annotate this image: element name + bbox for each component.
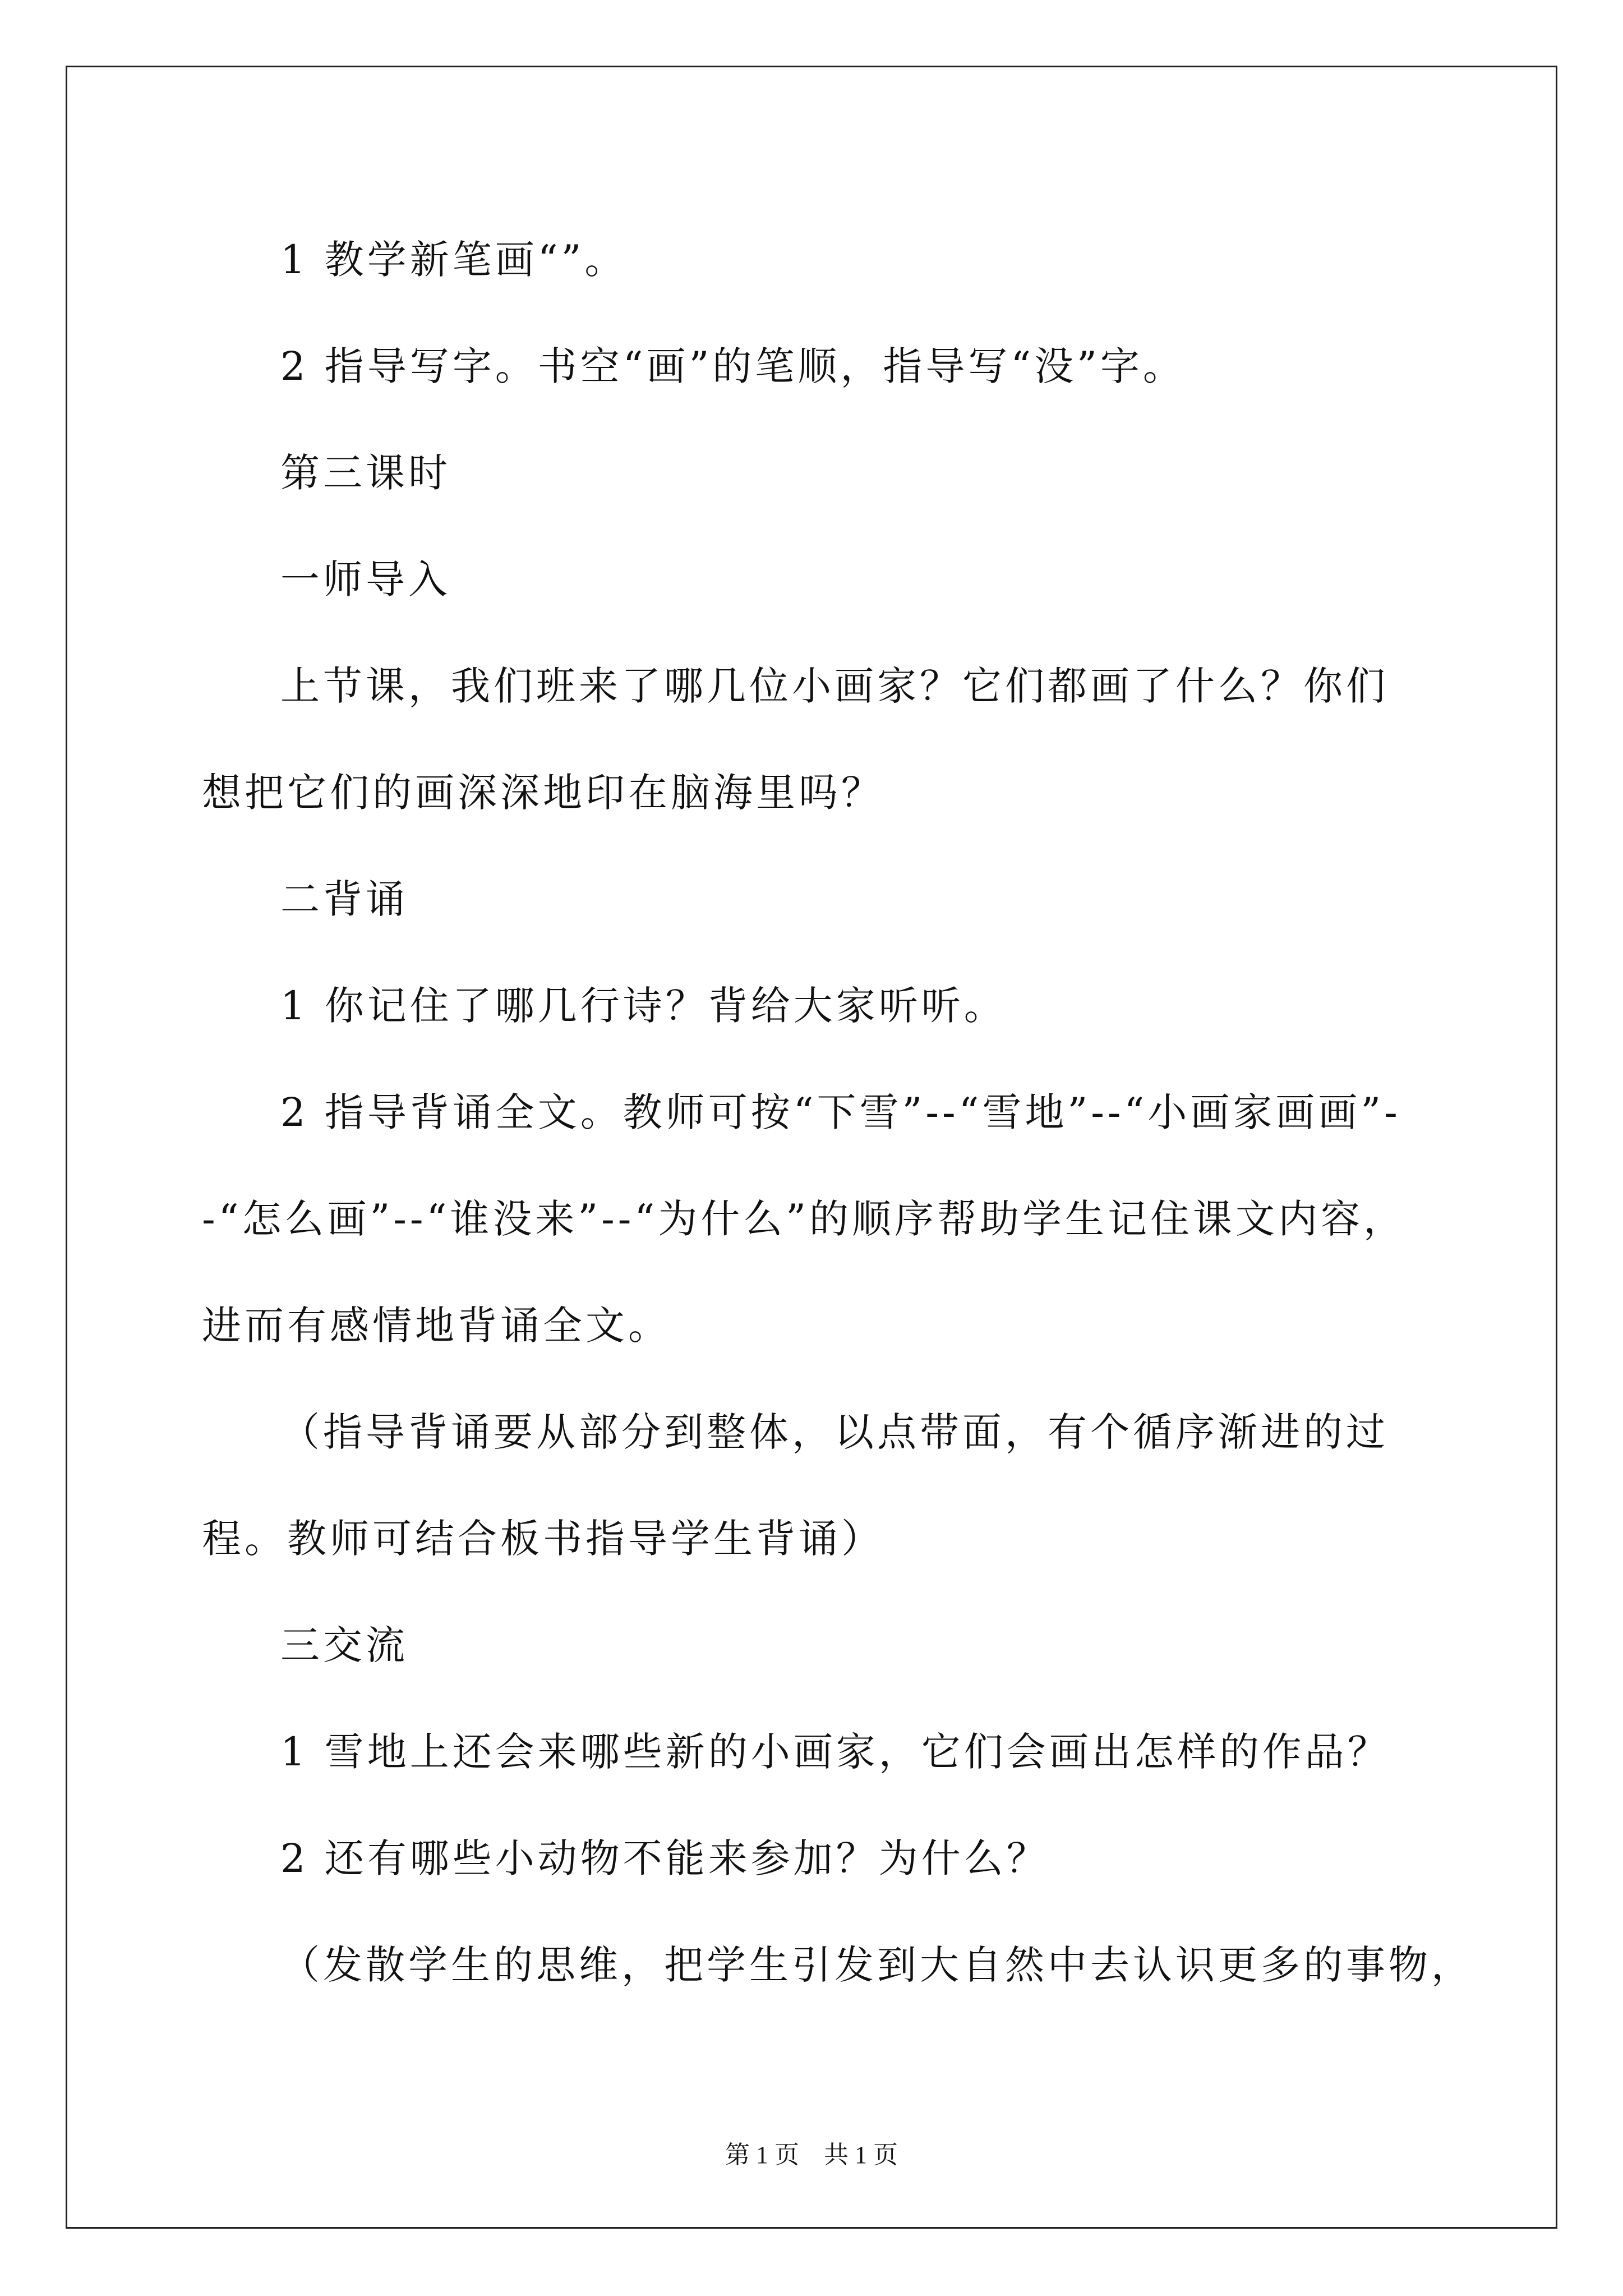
paragraph: 2 指导写字。书空“画”的笔顺，指导写“没”字。 xyxy=(280,343,1186,389)
page-number-footer: 第 1 页 共 1 页 xyxy=(725,2141,898,2169)
section-heading: 第三课时 xyxy=(280,450,451,496)
section-heading: 一师导入 xyxy=(280,556,451,602)
paragraph: 1 雪地上还会来哪些新的小画家，它们会画出怎样的作品？ xyxy=(280,1729,1390,1775)
section-heading: 二背诵 xyxy=(280,876,408,922)
section-heading: 三交流 xyxy=(280,1622,408,1668)
paragraph: 2 还有哪些小动物不能来参加？为什么？ xyxy=(280,1835,1049,1881)
paragraph: 1 你记住了哪几行诗？背给大家听听。 xyxy=(280,983,1007,1029)
paragraph: （发散学生的思维，把学生引发到大自然中去认识更多的事物， xyxy=(280,1942,1474,1988)
paragraph: 1 教学新笔画“”。 xyxy=(280,237,628,283)
paragraph: 上节课，我们班来了哪几位小画家？它们都画了什么？你们想把它们的画深深地印在脑海里吗？ xyxy=(202,663,1389,816)
document-body xyxy=(202,206,1474,2018)
paragraph: （指导背诵要从部分到整体，以点带面，有个循序渐进的过程。教师可结合板书指导学生背诵） xyxy=(202,1409,1389,1562)
paragraph: 2 指导背诵全文。教师可按“下雪”--“雪地”--“小画家画画”--“怎么画”--“谁没来”--“为什么”的顺序帮助学生记住课文内容，进而有感情地背诵全文。 xyxy=(202,1089,1406,1349)
